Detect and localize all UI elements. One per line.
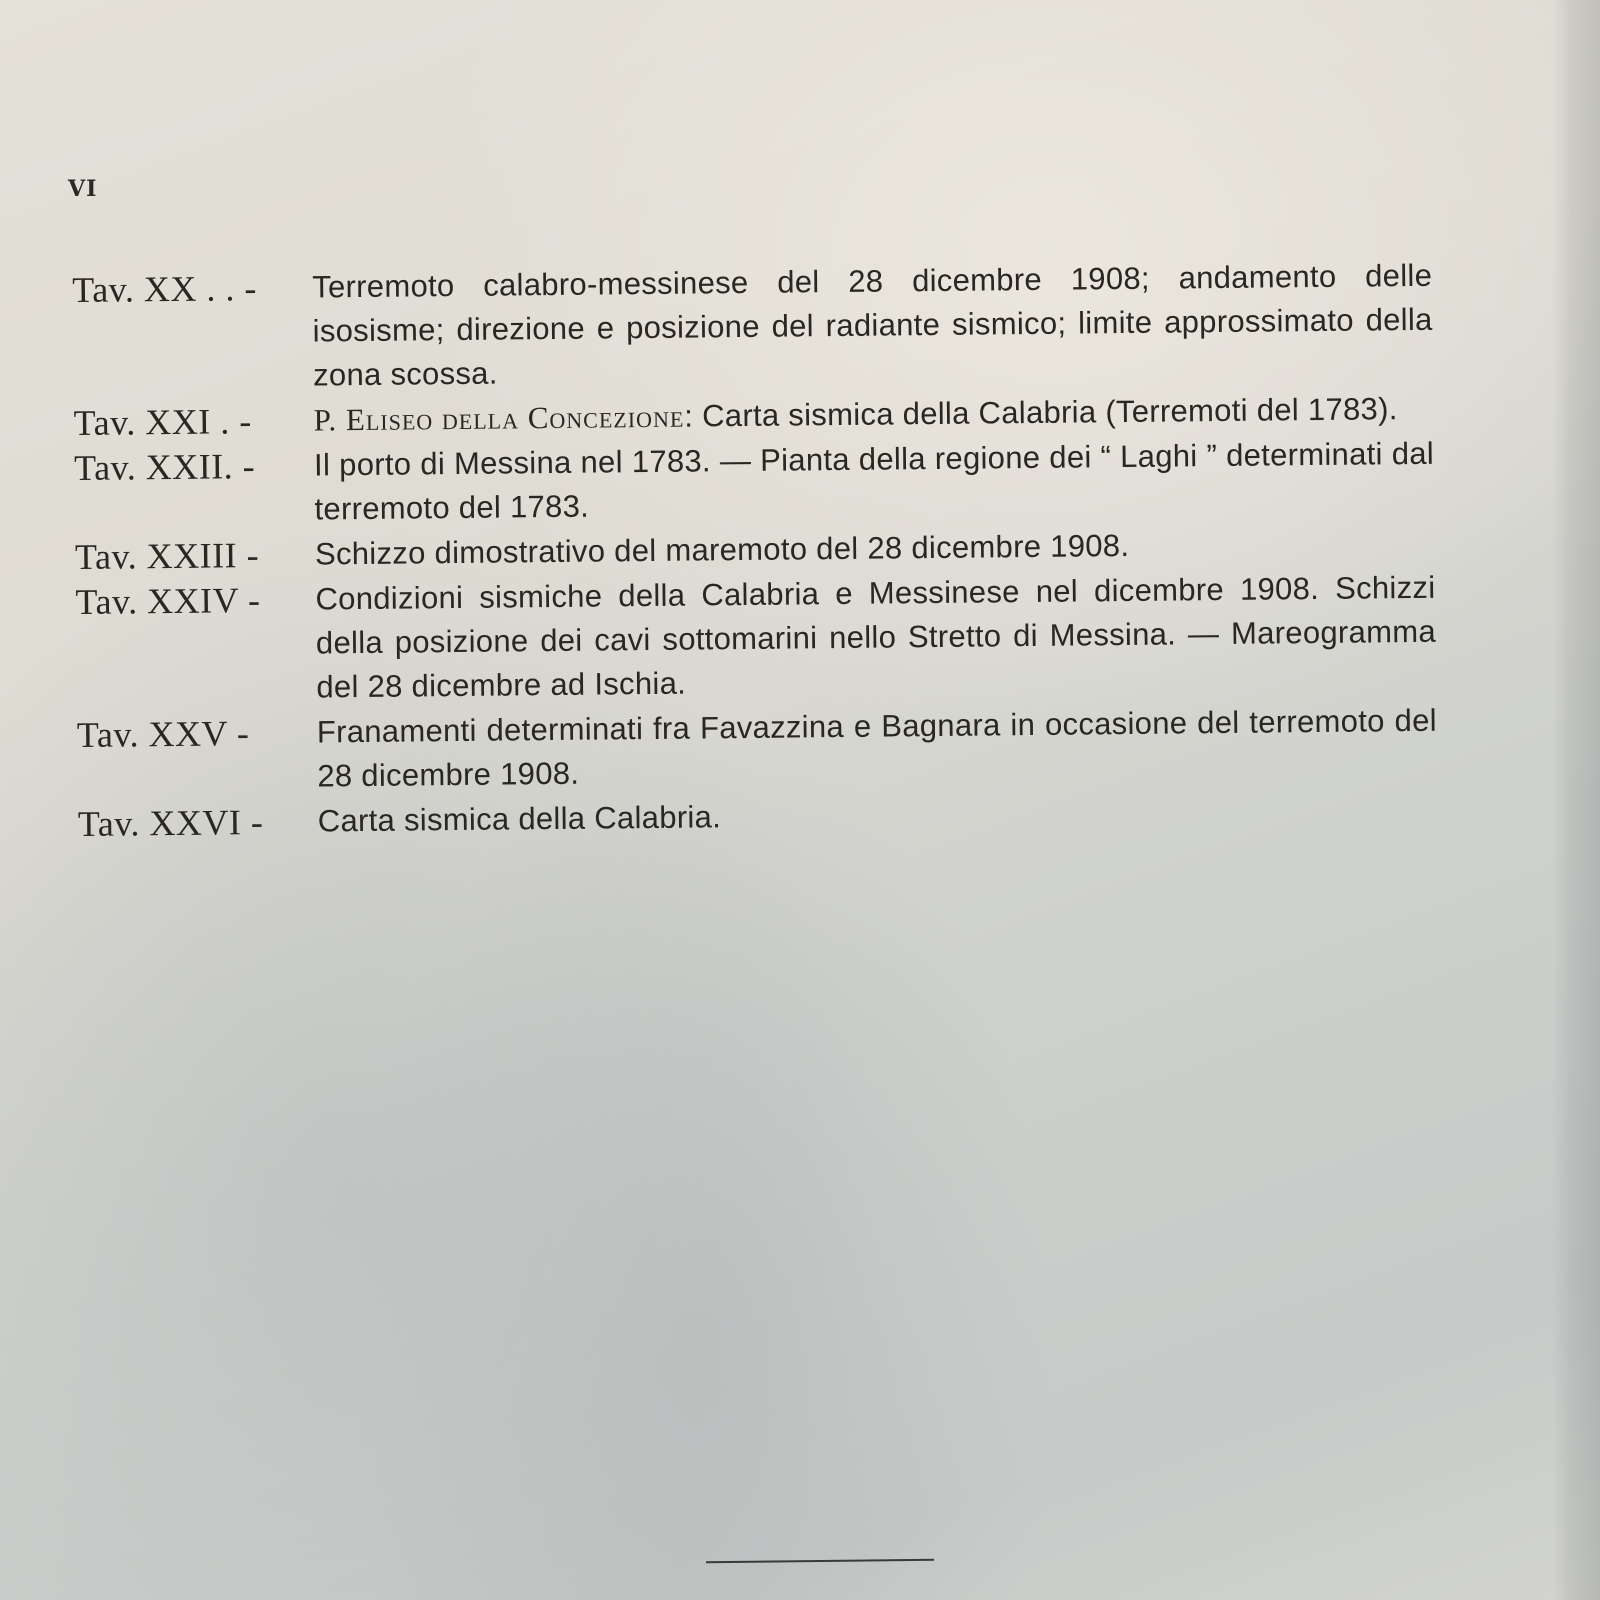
plate-label: Tav. XXIII - <box>74 535 260 577</box>
plate-description: Schizzo dimostrativo del maremoto del 28 dicembre 1908. <box>314 527 1130 572</box>
plate-label: Tav. XX . . - <box>72 268 258 310</box>
plate-description-text: : Carta sismica della Calabria (Terremoti del 1783). <box>684 391 1398 434</box>
section-end-rule <box>706 1559 934 1563</box>
plate-label: Tav. XXII. - <box>73 446 256 488</box>
plate-description: Carta sismica della Calabria. <box>317 799 722 839</box>
plate-label: Tav. XXI . - <box>73 401 252 443</box>
plate-label: Tav. XXVI - <box>77 802 264 844</box>
page-edge-shadow <box>1552 0 1600 1600</box>
page-number: VI <box>68 176 98 202</box>
plate-description: Terremoto calabro-messinese del 28 dicembre 1908; andamento delle isosisme; direzione e posizione del radiante sismico; limite approssimato della zona scossa. <box>312 257 1433 393</box>
list-item-plate-xx <box>72 254 1453 400</box>
list-item-plate-xxiv <box>75 566 1456 712</box>
list-item-plate-xxii <box>74 432 1455 534</box>
plate-label: Tav. XXV - <box>76 713 250 755</box>
plates-list <box>72 254 1458 847</box>
plate-label: Tav. XXIV - <box>75 580 261 622</box>
plate-description: Il porto di Messina nel 1783. — Pianta della regione dei “ Laghi ” determinati dal terremoto del 1783. <box>313 435 1435 527</box>
list-item-plate-xxv <box>77 699 1458 801</box>
plate-author: P. Eliseo della Concezione <box>313 398 685 438</box>
plate-description: Condizioni sismiche della Calabria e Messinese nel dicembre 1908. Schizzi della posizione dei cavi sottomarini nello Stretto di Messina. — Mareogramma del 28 dicembre ad Ischia. <box>315 569 1437 705</box>
plate-description: Franamenti determinati fra Favazzina e Bagnara in occasione del terremoto del 28 dicembre 1908. <box>316 702 1437 794</box>
